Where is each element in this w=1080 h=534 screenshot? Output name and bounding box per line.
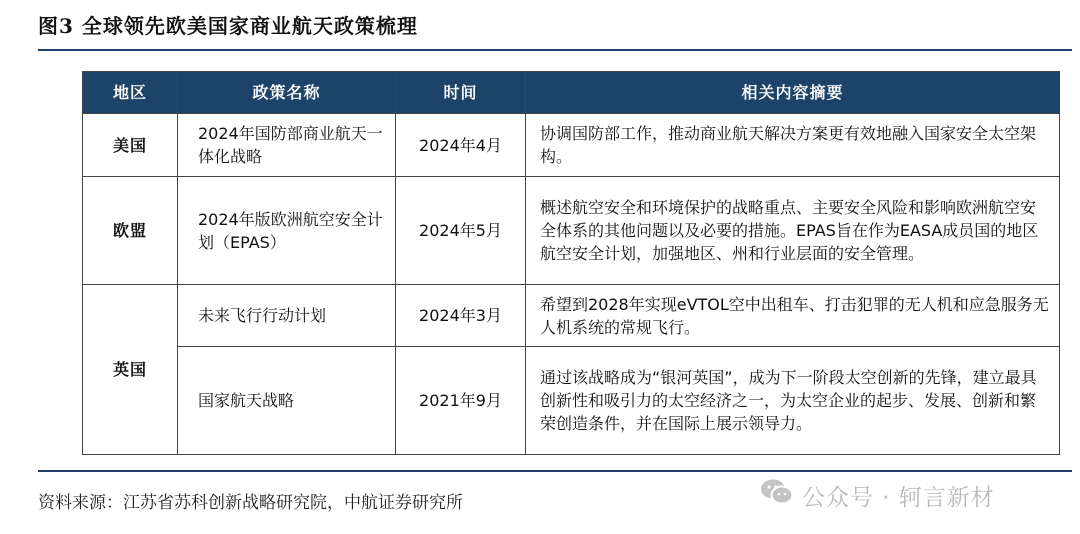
table-row (83, 347, 1060, 455)
policy-name-cell: 未来飞行行动计划 (178, 285, 396, 347)
header-summary: 相关内容摘要 (526, 72, 1060, 114)
region-cell: 欧盟 (83, 177, 178, 285)
region-cell: 英国 (83, 285, 178, 455)
summary-cell: 通过该战略成为“银河英国”，成为下一阶段太空创新的先锋，建立最具创新性和吸引力的太空经济之一，为太空企业的起步、发展、创新和繁荣创造条件，并在国际上展示领导力。 (526, 347, 1060, 455)
watermark-text: 公众号 · 轲言新材 (802, 484, 995, 511)
region-cell: 美国 (83, 114, 178, 177)
policy-name-cell: 2024年国防部商业航天一体化战略 (178, 114, 396, 177)
header-region: 地区 (83, 72, 178, 114)
wechat-icon (760, 478, 794, 512)
summary-cell: 协调国防部工作，推动商业航天解决方案更有效地融入国家安全太空架构。 (526, 114, 1060, 177)
watermark (760, 478, 995, 512)
time-cell: 2024年3月 (396, 285, 526, 347)
summary-cell: 概述航空安全和环境保护的战略重点、主要安全风险和影响欧洲航空安全体系的其他问题以及必要的措施。EPAS旨在作为EASA成员国的地区航空安全计划，加强地区、州和行业层面的安全管理。 (526, 177, 1060, 285)
policy-name-cell: 国家航天战略 (178, 347, 396, 455)
table-row (83, 285, 1060, 347)
table-row (83, 177, 1060, 285)
summary-cell: 希望到2028年实现eVTOL空中出租车、打击犯罪的无人机和应急服务无人机系统的常规飞行。 (526, 285, 1060, 347)
source-text: 资料来源：江苏省苏科创新战略研究院，中航证券研究所 (38, 493, 463, 513)
time-cell: 2024年5月 (396, 177, 526, 285)
policy-name-cell: 2024年版欧洲航空安全计划（EPAS） (178, 177, 396, 285)
table-row (83, 114, 1060, 177)
table-header-row (83, 72, 1060, 114)
header-policy-name: 政策名称 (178, 72, 396, 114)
policy-table (82, 71, 1060, 455)
time-cell: 2024年4月 (396, 114, 526, 177)
title-divider (38, 49, 1072, 51)
figure-title: 图3 全球领先欧美国家商业航天政策梳理 (38, 14, 418, 38)
header-time: 时间 (396, 72, 526, 114)
time-cell: 2021年9月 (396, 347, 526, 455)
